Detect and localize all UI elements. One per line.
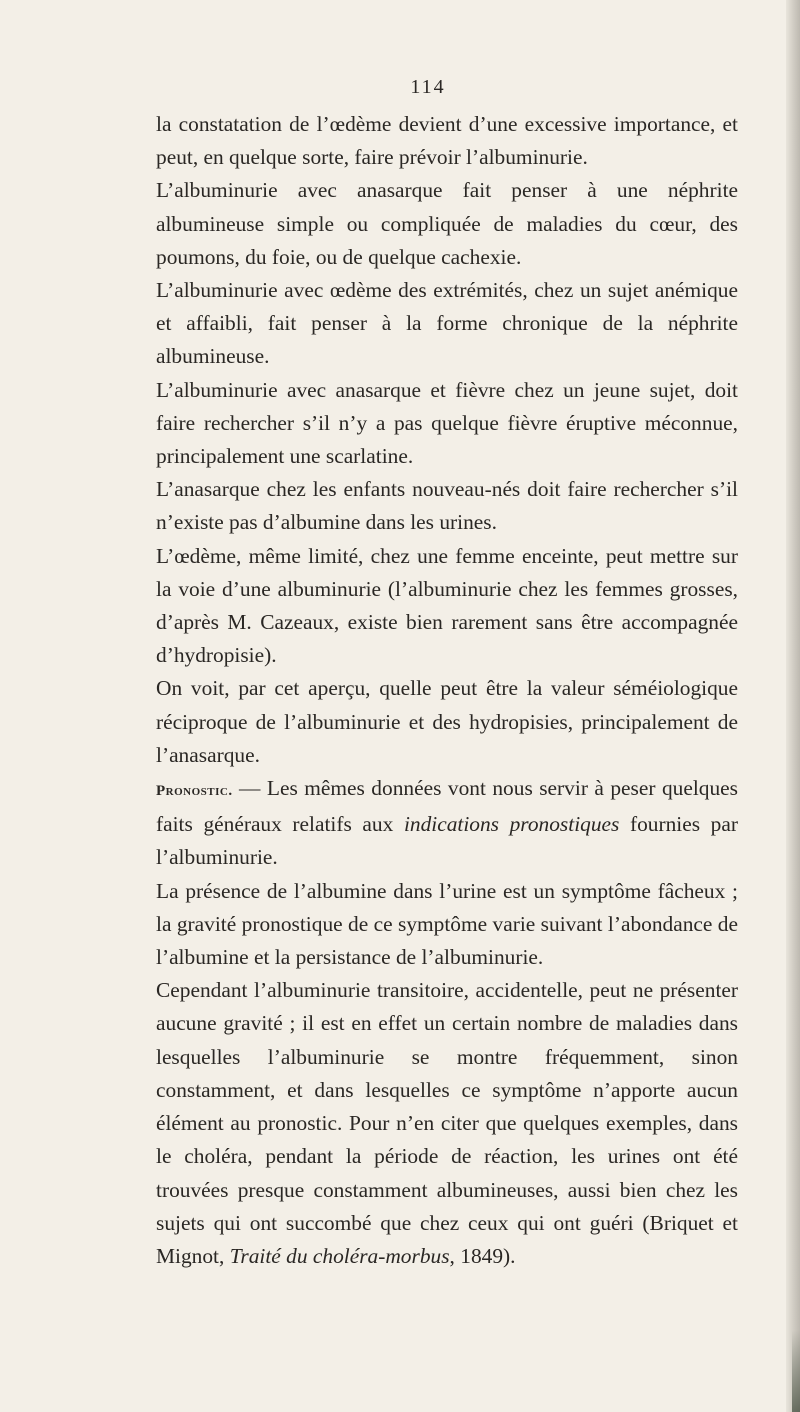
paragraph-anasarque: L’albuminurie avec anasarque fait penser à une néphrite albumineuse simple ou compliquée de maladies du cœur, des poumons, du foie, ou de quelque cachexie. — [156, 178, 738, 269]
paragraph-nouveau-nes: L’anasarque chez les enfants nouveau-nés doit faire rechercher s’il n’existe pas d’albumine dans les urines. — [156, 477, 738, 535]
pronostic-text-after: fournies par l’albuminurie. — [156, 812, 738, 870]
cependant-text-after: , 1849). — [449, 1243, 516, 1268]
cependant-text-before: Cependant l’albuminurie transitoire, accidentelle, peut ne présenter aucune gravité ; il est en effet un certain nombre de maladies dans lesquelles l’albuminurie se montre fréquemment, sinon constamment, et dans lesquelles ce symptôme n’apporte aucun élément au pronostic. Pour n’en citer que quelques exemples, dans le choléra, pendant la période de réaction, les urines ont été trouvées presque constamment albumineuses, aussi bien chez les sujets qui ont succombé que chez ceux qui ont guéri (Briquet et Mignot, — [156, 978, 738, 1268]
paragraph-pronostic — [156, 772, 738, 875]
pronostic-italic: indications pronostiques — [403, 812, 620, 837]
page-edge-shadow — [786, 0, 800, 1412]
paragraph-oedeme-extremites: L’albuminurie avec œdème des extrémités, chez un sujet anémique et affaibli, fait penser à la forme chronique de la néphrite albumineuse. — [156, 278, 738, 369]
page-edge-stain — [792, 1330, 800, 1412]
body-text — [156, 108, 738, 1273]
page-number: 114 — [410, 76, 446, 98]
paragraph-femme-enceinte: L’œdème, même limité, chez une femme enceinte, peut mettre sur la voie d’une albuminurie (l’albuminurie chez les femmes grosses, d’après M. Cazeaux, existe bien rarement sans être accompagnée d’hydropisie). — [156, 543, 738, 668]
paragraph-presence-albumine: La présence de l’albumine dans l’urine est un symptôme fâcheux ; la gravité pronostique de ce symptôme varie suivant l’abondance de l’albumine et la persistance de l’albuminurie. — [156, 878, 738, 970]
pronostic-text-before: — Les mêmes données vont nous servir à peser quelques faits généraux relatifs aux — [156, 776, 738, 837]
paragraph-cependant — [156, 974, 738, 1273]
paragraph-fievre: L’albuminurie avec anasarque et fièvre chez un jeune sujet, doit faire rechercher s’il n’y a pas quelque fièvre éruptive méconnue, principalement une scarlatine. — [156, 377, 738, 469]
citation-title: Traité du choléra-morbus — [229, 1243, 450, 1268]
paragraph-continuation: la constatation de l’œdème devient d’une excessive importance, et peut, en quelque sorte, faire prévoir l’albuminurie. — [156, 112, 738, 170]
section-heading-pronostic: Pronostic. — [156, 783, 233, 800]
paragraph-apercu: On voit, par cet aperçu, quelle peut être la valeur séméiologique réciproque de l’albuminurie et des hydropisies, principalement de l’anasarque. — [156, 676, 738, 767]
